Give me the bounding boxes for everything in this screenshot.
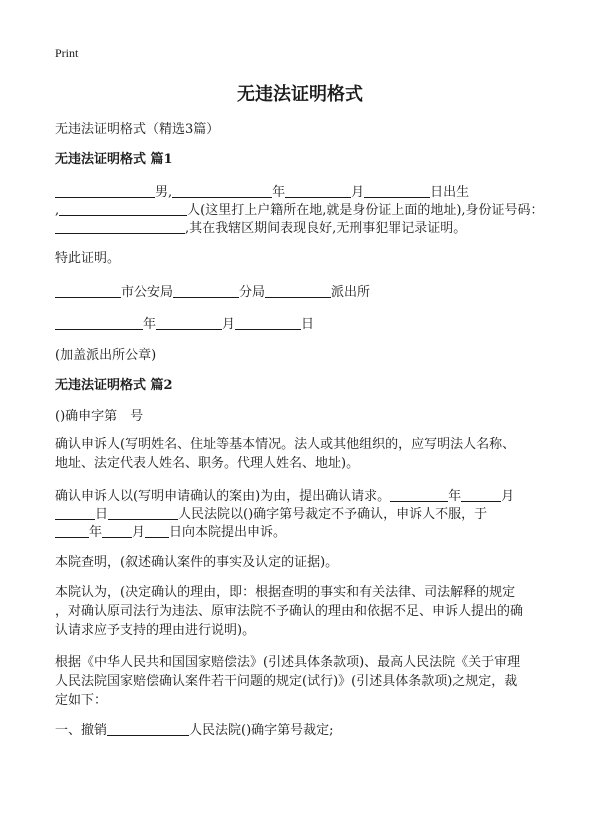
blank-month (285, 183, 351, 198)
blank-date-day (235, 315, 301, 330)
blank-date-year (55, 315, 143, 330)
paragraph-line: ，对确认原司法行为违法、原审法院不予确认的理由和依据不足、申诉人提出的确 (55, 604, 524, 619)
paragraph-line: 认请求应予支持的理由进行说明)。 (55, 623, 256, 638)
blank-branch (173, 283, 239, 298)
list-item: 一、撤销 人民法院()确字第号裁定; (55, 723, 334, 738)
seal-note: (加盖派出所公章) (55, 348, 157, 363)
form-line-record: ,其在我辖区期间表现良好,无刑事犯罪记录证明。 (55, 219, 466, 238)
section-2-heading: 无违法证明格式 篇2 (55, 378, 173, 393)
paragraph-line: 人民法院国家赔偿确认案件若干问题的规定(试行)》(引述具体条款项)之规定，裁 (55, 674, 518, 689)
blank-year (172, 183, 272, 198)
blank-day (55, 505, 95, 520)
paragraph-line: 日 人民法院以()确字第号裁定不予确认，申诉人不服，于 (55, 505, 487, 524)
blank-residence (59, 201, 187, 216)
paragraph-line: 年 月 日向本院提出申诉。 (55, 523, 286, 542)
blank-day (364, 183, 430, 198)
form-line-date: 年 月 日 (55, 315, 314, 334)
blank-name (55, 183, 155, 198)
special-certify: 特此证明。 (55, 251, 121, 266)
blank-year (55, 523, 89, 538)
paragraph-line: 本院查明，(叙述确认案件的事实及认定的证据)。 (55, 555, 339, 570)
blank-month (102, 523, 132, 538)
form-line-residence: , 人(这里打上户籍所在地,就是身份证上面的地址),身份证号码： (55, 203, 544, 218)
blank-id-number (55, 219, 185, 234)
blank-day (145, 523, 169, 538)
form-line-police: 市公安局 分局 派出所 (55, 283, 370, 302)
paragraph-line: 根据《中华人民共和国国家赔偿法》(引述具体条款项)、最高人民法院《关于审理 (55, 655, 521, 670)
form-line-birth: 男, 年 月 日出生 (55, 183, 469, 202)
document-subtitle: 无违法证明格式（精选3篇） (55, 122, 220, 137)
blank-court (108, 505, 178, 520)
section-1-heading: 无违法证明格式 篇1 (55, 152, 173, 167)
blank-year (390, 487, 448, 502)
case-number: ()确申字第 号 (55, 409, 144, 424)
blank-station (265, 283, 331, 298)
blank-court (107, 721, 189, 736)
blank-date-month (156, 315, 222, 330)
blank-month (461, 487, 501, 502)
paragraph-line: 确认申诉人(写明姓名、住址等基本情况。法人或其他组织的，应写明法人名称、 (55, 437, 516, 452)
paragraph-line: 确认申诉人以(写明申请确认的案由)为由，提出确认请求。 年 月 (55, 489, 515, 504)
blank-city (55, 283, 121, 298)
paragraph-line: 本院认为，(决定确认的理由，即：根据查明的事实和有关法律、司法解释的规定 (55, 585, 516, 600)
page-title: 无违法证明格式 (237, 84, 363, 105)
print-label: Print (55, 46, 79, 60)
paragraph-line: 定如下： (55, 693, 108, 708)
paragraph-line: 地址、法定代表人姓名、职务。代理人姓名、地址)。 (55, 456, 360, 471)
